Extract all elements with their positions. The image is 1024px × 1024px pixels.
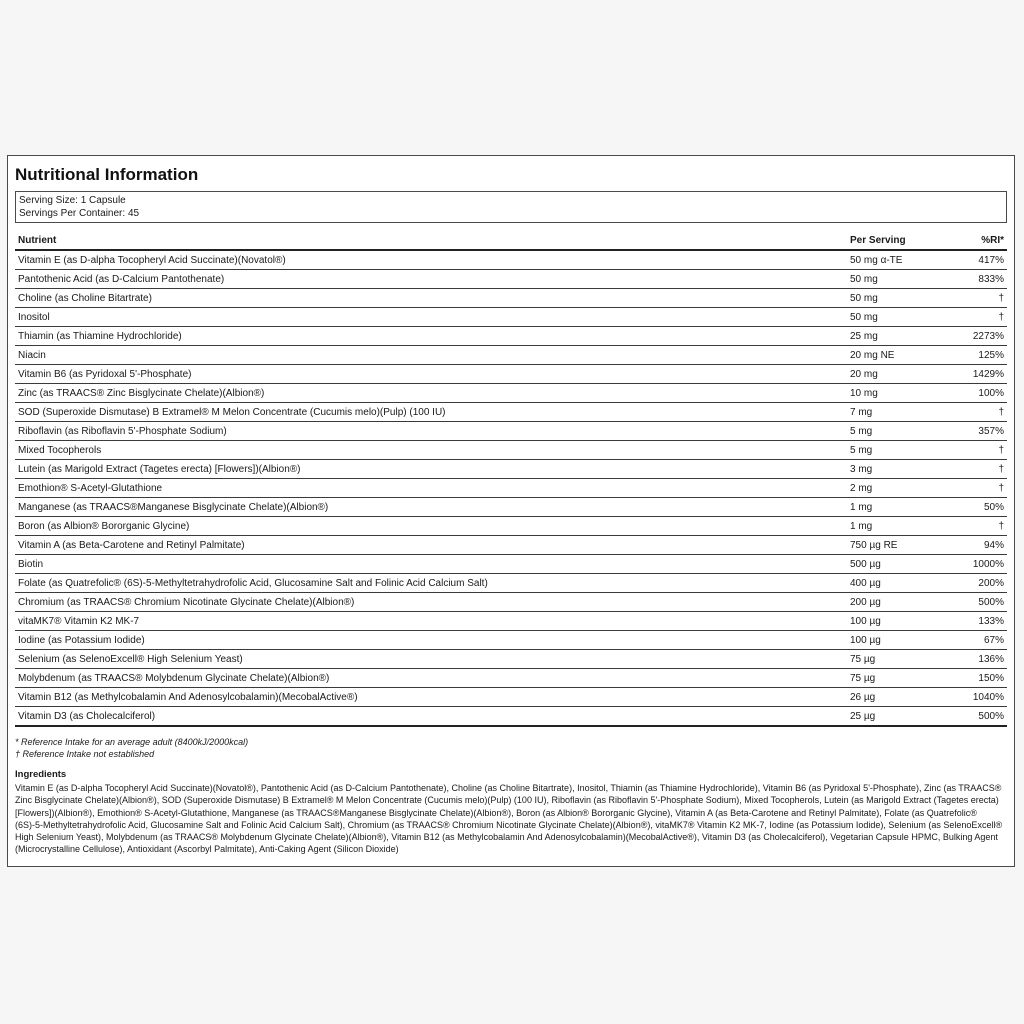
nutrient-cell: Manganese (as TRAACS®Manganese Bisglycinate Chelate)(Albion®) bbox=[15, 498, 847, 517]
per-serving-cell: 25 µg bbox=[847, 707, 953, 727]
nutrient-cell: Pantothenic Acid (as D-Calcium Pantothenate) bbox=[15, 270, 847, 289]
nutrition-panel bbox=[7, 155, 1015, 867]
per-serving-cell: 50 mg bbox=[847, 289, 953, 308]
ri-cell: 67% bbox=[953, 631, 1007, 650]
ri-cell: 1040% bbox=[953, 688, 1007, 707]
nutrient-cell: Mixed Tocopherols bbox=[15, 441, 847, 460]
per-serving-cell: 75 µg bbox=[847, 669, 953, 688]
table-row bbox=[15, 403, 1007, 422]
ingredients-heading: Ingredients bbox=[15, 769, 67, 780]
per-serving-cell: 10 mg bbox=[847, 384, 953, 403]
nutrient-cell: Vitamin E (as D-alpha Tocopheryl Acid Succinate)(Novatol®) bbox=[15, 250, 847, 270]
table-row bbox=[15, 327, 1007, 346]
per-serving-cell: 75 µg bbox=[847, 650, 953, 669]
ri-footnote: * Reference Intake for an average adult (8400kJ/2000kcal) bbox=[15, 737, 249, 747]
ri-cell: 2273% bbox=[953, 327, 1007, 346]
table-row bbox=[15, 555, 1007, 574]
per-serving-cell: 100 µg bbox=[847, 612, 953, 631]
ri-cell: 417% bbox=[953, 250, 1007, 270]
ri-cell: † bbox=[953, 460, 1007, 479]
nutrient-cell: Biotin bbox=[15, 555, 847, 574]
nutrient-cell: Chromium (as TRAACS® Chromium Nicotinate Glycinate Chelate)(Albion®) bbox=[15, 593, 847, 612]
serving-info-box bbox=[15, 191, 1007, 223]
nutrient-cell: Molybdenum (as TRAACS® Molybdenum Glycinate Chelate)(Albion®) bbox=[15, 669, 847, 688]
nutrient-cell: Iodine (as Potassium Iodide) bbox=[15, 631, 847, 650]
nutrient-cell: Emothion® S-Acetyl-Glutathione bbox=[15, 479, 847, 498]
nutrient-cell: Vitamin D3 (as Cholecalciferol) bbox=[15, 707, 847, 727]
ri-cell: 500% bbox=[953, 707, 1007, 727]
ri-cell: † bbox=[953, 308, 1007, 327]
ri-cell: 200% bbox=[953, 574, 1007, 593]
nutrient-cell: Folate (as Quatrefolic® (6S)-5-Methyltetrahydrofolic Acid, Glucosamine Salt and Folinic Acid Calcium Salt) bbox=[15, 574, 847, 593]
per-serving-cell: 50 mg bbox=[847, 270, 953, 289]
serving-size: Serving Size: 1 Capsule bbox=[19, 195, 126, 206]
table-row bbox=[15, 422, 1007, 441]
ri-cell: 136% bbox=[953, 650, 1007, 669]
nutrient-cell: Inositol bbox=[15, 308, 847, 327]
per-serving-cell: 20 mg NE bbox=[847, 346, 953, 365]
table-row bbox=[15, 308, 1007, 327]
per-serving-cell: 7 mg bbox=[847, 403, 953, 422]
nutrient-cell: SOD (Superoxide Dismutase) B Extramel® M Melon Concentrate (Cucumis melo)(Pulp) (100 IU) bbox=[15, 403, 847, 422]
per-serving-cell: 1 mg bbox=[847, 517, 953, 536]
dagger-footnote: † Reference Intake not established bbox=[15, 749, 155, 759]
per-serving-cell: 100 µg bbox=[847, 631, 953, 650]
nutrient-cell: Lutein (as Marigold Extract (Tagetes erecta) [Flowers])(Albion®) bbox=[15, 460, 847, 479]
servings-per-container: Servings Per Container: 45 bbox=[19, 208, 140, 219]
ri-cell: † bbox=[953, 403, 1007, 422]
table-row bbox=[15, 384, 1007, 403]
ri-cell: 1429% bbox=[953, 365, 1007, 384]
table-row bbox=[15, 669, 1007, 688]
ri-cell: † bbox=[953, 479, 1007, 498]
table-row bbox=[15, 536, 1007, 555]
ri-cell: 357% bbox=[953, 422, 1007, 441]
table-row bbox=[15, 270, 1007, 289]
table-row bbox=[15, 346, 1007, 365]
header-per-serving: Per Serving bbox=[847, 231, 953, 250]
per-serving-cell: 2 mg bbox=[847, 479, 953, 498]
nutrient-cell: vitaMK7® Vitamin K2 MK-7 bbox=[15, 612, 847, 631]
nutrition-table bbox=[15, 231, 1007, 727]
nutrient-cell: Vitamin A (as Beta-Carotene and Retinyl Palmitate) bbox=[15, 536, 847, 555]
header-ri: %RI* bbox=[953, 231, 1007, 250]
per-serving-cell: 20 mg bbox=[847, 365, 953, 384]
nutrient-cell: Vitamin B6 (as Pyridoxal 5'-Phosphate) bbox=[15, 365, 847, 384]
table-row bbox=[15, 441, 1007, 460]
per-serving-cell: 50 mg bbox=[847, 308, 953, 327]
table-row bbox=[15, 365, 1007, 384]
nutrient-cell: Boron (as Albion® Bororganic Glycine) bbox=[15, 517, 847, 536]
ri-cell: 1000% bbox=[953, 555, 1007, 574]
ri-cell: 833% bbox=[953, 270, 1007, 289]
table-row bbox=[15, 479, 1007, 498]
table-header-row bbox=[15, 231, 1007, 250]
ri-cell: 125% bbox=[953, 346, 1007, 365]
ingredients-text: Vitamin E (as D-alpha Tocopheryl Acid Succinate)(Novatol®), Pantothenic Acid (as D-Calcium Pantothenate), Choline (as Choline Bitartrate), Inositol, Thiamin (as Thiamine Hydrochloride), Vitamin B6 (as Pyridoxal 5'-Phosphate), Zinc (as TRAACS® Zinc Bisglycinate Chelate)(Albion®), SOD (Superoxide Dismutase) B Extramel® M Melon Concentrate (Cucumis melo)(Pulp) (100 IU), Riboflavin (as Riboflavin 5'-Phosphate Sodium), Mixed Tocopherols, Lutein (as Marigold Extract (Tagetes erecta) [Flowers])(Albion®), Emothion® S-Acetyl-Glutathione, Manganese (as TRAACS®Manganese Bisglycinate Chelate)(Albion®), Boron (as Albion® Bororganic Glycine), Vitamin A (as Beta-Carotene and Retinyl Palmitate), Folate (as Quatrefolic® (6S)-5-Methyltetrahydrofolic Acid, Glucosamine Salt and Folinic Acid Calcium Salt), Chromium (as TRAACS® Chromium Nicotinate Glycinate Chelate)(Albion®), vitaMK7® Vitamin K2 MK-7, Iodine (as Potassium Iodide), Selenium (as SelenoExcell® High Selenium Yeast), Molybdenum (as TRAACS® Molybdenum Glycinate Chelate)(Albion®), Vitamin B12 (as Methylcobalamin And Adenosylcobalamin)(MecobalActive®), Vitamin D3 (as Cholecalciferol), Vegetarian Capsule HPMC, Bulking Agent (Microcrystalline Cellulose), Antioxidant (Ascorbyl Palmitate), Anti-Caking Agent (Silicon Dioxide) bbox=[15, 783, 1003, 855]
nutrient-cell: Vitamin B12 (as Methylcobalamin And Adenosylcobalamin)(MecobalActive®) bbox=[15, 688, 847, 707]
table-row bbox=[15, 593, 1007, 612]
ri-cell: 94% bbox=[953, 536, 1007, 555]
per-serving-cell: 400 µg bbox=[847, 574, 953, 593]
table-row bbox=[15, 631, 1007, 650]
table-row bbox=[15, 289, 1007, 308]
table-row bbox=[15, 688, 1007, 707]
per-serving-cell: 200 µg bbox=[847, 593, 953, 612]
table-row bbox=[15, 612, 1007, 631]
per-serving-cell: 5 mg bbox=[847, 441, 953, 460]
footnotes bbox=[15, 736, 1007, 760]
ri-cell: † bbox=[953, 441, 1007, 460]
nutrient-cell: Choline (as Choline Bitartrate) bbox=[15, 289, 847, 308]
ri-cell: † bbox=[953, 517, 1007, 536]
ri-cell: † bbox=[953, 289, 1007, 308]
per-serving-cell: 500 µg bbox=[847, 555, 953, 574]
per-serving-cell: 26 µg bbox=[847, 688, 953, 707]
header-nutrient: Nutrient bbox=[15, 231, 847, 250]
table-body bbox=[15, 250, 1007, 726]
ri-cell: 500% bbox=[953, 593, 1007, 612]
nutrient-cell: Riboflavin (as Riboflavin 5'-Phosphate Sodium) bbox=[15, 422, 847, 441]
per-serving-cell: 750 µg RE bbox=[847, 536, 953, 555]
nutrient-cell: Niacin bbox=[15, 346, 847, 365]
ri-cell: 100% bbox=[953, 384, 1007, 403]
per-serving-cell: 3 mg bbox=[847, 460, 953, 479]
nutrient-cell: Thiamin (as Thiamine Hydrochloride) bbox=[15, 327, 847, 346]
table-row bbox=[15, 460, 1007, 479]
ri-cell: 133% bbox=[953, 612, 1007, 631]
nutrient-cell: Zinc (as TRAACS® Zinc Bisglycinate Chelate)(Albion®) bbox=[15, 384, 847, 403]
table-row bbox=[15, 517, 1007, 536]
page-title: Nutritional Information bbox=[15, 165, 199, 184]
table-row bbox=[15, 707, 1007, 727]
ri-cell: 150% bbox=[953, 669, 1007, 688]
ri-cell: 50% bbox=[953, 498, 1007, 517]
per-serving-cell: 50 mg α-TE bbox=[847, 250, 953, 270]
table-row bbox=[15, 498, 1007, 517]
per-serving-cell: 5 mg bbox=[847, 422, 953, 441]
per-serving-cell: 1 mg bbox=[847, 498, 953, 517]
per-serving-cell: 25 mg bbox=[847, 327, 953, 346]
table-row bbox=[15, 574, 1007, 593]
nutrient-cell: Selenium (as SelenoExcell® High Selenium Yeast) bbox=[15, 650, 847, 669]
table-row bbox=[15, 650, 1007, 669]
table-row bbox=[15, 250, 1007, 270]
